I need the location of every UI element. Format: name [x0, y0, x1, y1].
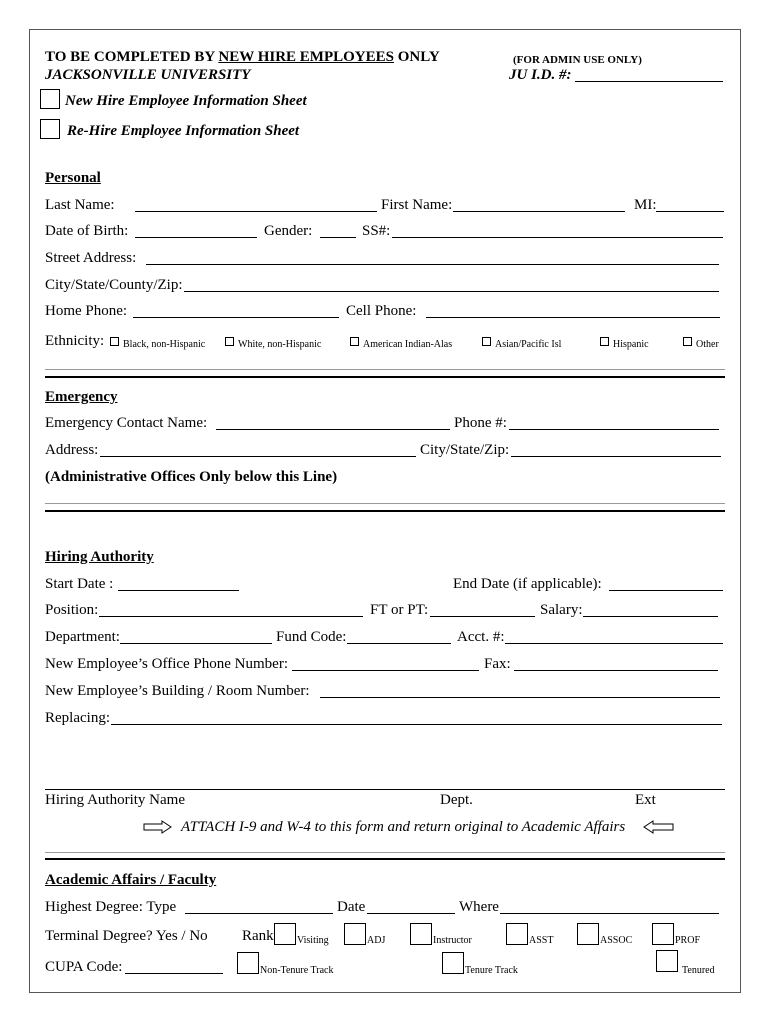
fund-code-label: Fund Code:	[276, 629, 347, 645]
hiring-authority-name-label: Hiring Authority Name	[45, 792, 185, 808]
signature-line[interactable]	[45, 789, 725, 790]
rank-option-adj: ADJ	[367, 935, 386, 946]
mi-field[interactable]	[656, 211, 724, 212]
new-hire-checkbox[interactable]	[40, 89, 60, 109]
emergency-city-field[interactable]	[511, 456, 721, 457]
fund-code-field[interactable]	[347, 643, 451, 644]
tenure-checkbox-tenure-track[interactable]	[442, 952, 464, 974]
degree-date-field[interactable]	[367, 913, 455, 914]
office-phone-label: New Employee’s Office Phone Number:	[45, 656, 288, 672]
acct-label: Acct. #:	[457, 629, 505, 645]
ju-id-label: JU I.D. #:	[509, 67, 572, 83]
building-label: New Employee’s Building / Room Number:	[45, 683, 310, 699]
rehire-checkbox[interactable]	[40, 119, 60, 139]
first-name-field[interactable]	[453, 211, 625, 212]
divider-thick	[45, 858, 725, 860]
ethnicity-option-asian: Asian/Pacific Isl	[495, 339, 562, 350]
rank-checkbox-prof[interactable]	[652, 923, 674, 945]
ft-pt-label: FT or PT:	[370, 602, 429, 618]
building-field[interactable]	[320, 697, 720, 698]
emergency-contact-label: Emergency Contact Name:	[45, 415, 208, 431]
ss-field[interactable]	[392, 237, 723, 238]
admin-use-note: (FOR ADMIN USE ONLY)	[513, 54, 642, 66]
divider-thick	[45, 510, 725, 512]
cupa-code-field[interactable]	[125, 973, 223, 974]
emergency-address-field[interactable]	[100, 456, 416, 457]
mi-label: MI:	[634, 197, 657, 213]
degree-where-field[interactable]	[500, 913, 719, 914]
academic-heading: Academic Affairs / Faculty	[45, 872, 217, 888]
tenure-option-tenure-track: Tenure Track	[465, 965, 518, 976]
salary-label: Salary:	[540, 602, 583, 618]
ethnicity-option-other: Other	[696, 339, 719, 350]
dob-field[interactable]	[135, 237, 257, 238]
last-name-field[interactable]	[135, 211, 377, 212]
ethnicity-checkbox-american-indian[interactable]	[350, 337, 359, 346]
street-label: Street Address:	[45, 250, 137, 266]
degree-where-label: Where	[459, 899, 499, 915]
tenure-option-tenured: Tenured	[682, 965, 715, 976]
new-hire-label: New Hire Employee Information Sheet	[65, 93, 307, 109]
ju-id-field[interactable]	[575, 81, 723, 82]
rank-checkbox-assoc[interactable]	[577, 923, 599, 945]
rank-checkbox-instructor[interactable]	[410, 923, 432, 945]
end-date-field[interactable]	[609, 590, 723, 591]
ethnicity-checkbox-asian[interactable]	[482, 337, 491, 346]
ethnicity-checkbox-other[interactable]	[683, 337, 692, 346]
ethnicity-checkbox-white[interactable]	[225, 337, 234, 346]
highest-degree-label: Highest Degree: Type	[45, 899, 177, 915]
attach-note: ATTACH I-9 and W-4 to this form and return original to Academic Affairs	[181, 819, 626, 835]
emergency-city-label: City/State/Zip:	[420, 442, 510, 458]
cupa-code-label: CUPA Code:	[45, 959, 123, 975]
tenure-checkbox-tenured[interactable]	[656, 950, 678, 972]
office-phone-field[interactable]	[292, 670, 479, 671]
rank-checkbox-visiting[interactable]	[274, 923, 296, 945]
degree-date-label: Date	[337, 899, 366, 915]
position-label: Position:	[45, 602, 99, 618]
start-date-field[interactable]	[118, 590, 239, 591]
fax-label: Fax:	[484, 656, 511, 672]
divider-thin	[45, 852, 725, 853]
home-phone-field[interactable]	[133, 317, 339, 318]
acct-field[interactable]	[505, 643, 723, 644]
hiring-heading: Hiring Authority	[45, 549, 154, 565]
street-field[interactable]	[146, 264, 719, 265]
fax-field[interactable]	[514, 670, 718, 671]
rank-checkbox-adj[interactable]	[344, 923, 366, 945]
ethnicity-checkbox-black[interactable]	[110, 337, 119, 346]
start-date-label: Start Date :	[45, 576, 114, 592]
cell-phone-label: Cell Phone:	[346, 303, 417, 319]
emergency-contact-field[interactable]	[216, 429, 450, 430]
ethnicity-label: Ethnicity:	[45, 333, 105, 349]
dob-label: Date of Birth:	[45, 223, 129, 239]
gender-field[interactable]	[320, 237, 356, 238]
cell-phone-field[interactable]	[426, 317, 720, 318]
divider-thin	[45, 503, 725, 504]
rehire-label: Re-Hire Employee Information Sheet	[67, 123, 300, 139]
home-phone-label: Home Phone:	[45, 303, 128, 319]
rank-option-instructor: Instructor	[433, 935, 472, 946]
replacing-field[interactable]	[111, 724, 722, 725]
university-name: JACKSONVILLE UNIVERSITY	[45, 67, 251, 83]
city-field[interactable]	[184, 291, 719, 292]
end-date-label: End Date (if applicable):	[453, 576, 602, 592]
rank-checkbox-asst[interactable]	[506, 923, 528, 945]
ext-label: Ext	[635, 792, 656, 808]
dept-label: Dept.	[440, 792, 473, 808]
ss-label: SS#:	[362, 223, 391, 239]
personal-heading: Personal	[45, 170, 101, 186]
department-field[interactable]	[120, 643, 272, 644]
rank-option-visiting: Visiting	[297, 935, 329, 946]
ethnicity-checkbox-hispanic[interactable]	[600, 337, 609, 346]
emergency-phone-label: Phone #:	[454, 415, 507, 431]
rank-label: Rank	[242, 928, 274, 944]
terminal-degree-label: Terminal Degree? Yes / No	[45, 928, 208, 944]
left-arrow-icon	[642, 820, 674, 834]
tenure-option-non-tenure: Non-Tenure Track	[260, 965, 334, 976]
rank-option-assoc: ASSOC	[600, 935, 633, 946]
degree-type-field[interactable]	[185, 913, 333, 914]
department-label: Department:	[45, 629, 120, 645]
city-label: City/State/County/Zip:	[45, 277, 183, 293]
gender-label: Gender:	[264, 223, 313, 239]
salary-field[interactable]	[583, 616, 718, 617]
emergency-heading: Emergency	[45, 389, 118, 405]
rank-option-prof: PROF	[675, 935, 701, 946]
ethnicity-option-black: Black, non-Hispanic	[123, 339, 206, 350]
ethnicity-option-hispanic: Hispanic	[613, 339, 649, 350]
divider-thick	[45, 376, 725, 378]
ethnicity-option-american-indian: American Indian-Alas	[363, 339, 453, 350]
admin-only-note: (Administrative Offices Only below this Line)	[45, 469, 338, 485]
divider-thin	[45, 369, 725, 370]
form-title: TO BE COMPLETED BY NEW HIRE EMPLOYEES ONLY	[45, 49, 440, 65]
rank-option-asst: ASST	[529, 935, 554, 946]
tenure-checkbox-non-tenure[interactable]	[237, 952, 259, 974]
position-field[interactable]	[99, 616, 363, 617]
emergency-address-label: Address:	[45, 442, 99, 458]
last-name-label: Last Name:	[45, 197, 115, 213]
ft-pt-field[interactable]	[430, 616, 535, 617]
first-name-label: First Name:	[381, 197, 453, 213]
emergency-phone-field[interactable]	[509, 429, 719, 430]
right-arrow-icon	[143, 820, 173, 834]
replacing-label: Replacing:	[45, 710, 110, 726]
ethnicity-option-white: White, non-Hispanic	[238, 339, 322, 350]
